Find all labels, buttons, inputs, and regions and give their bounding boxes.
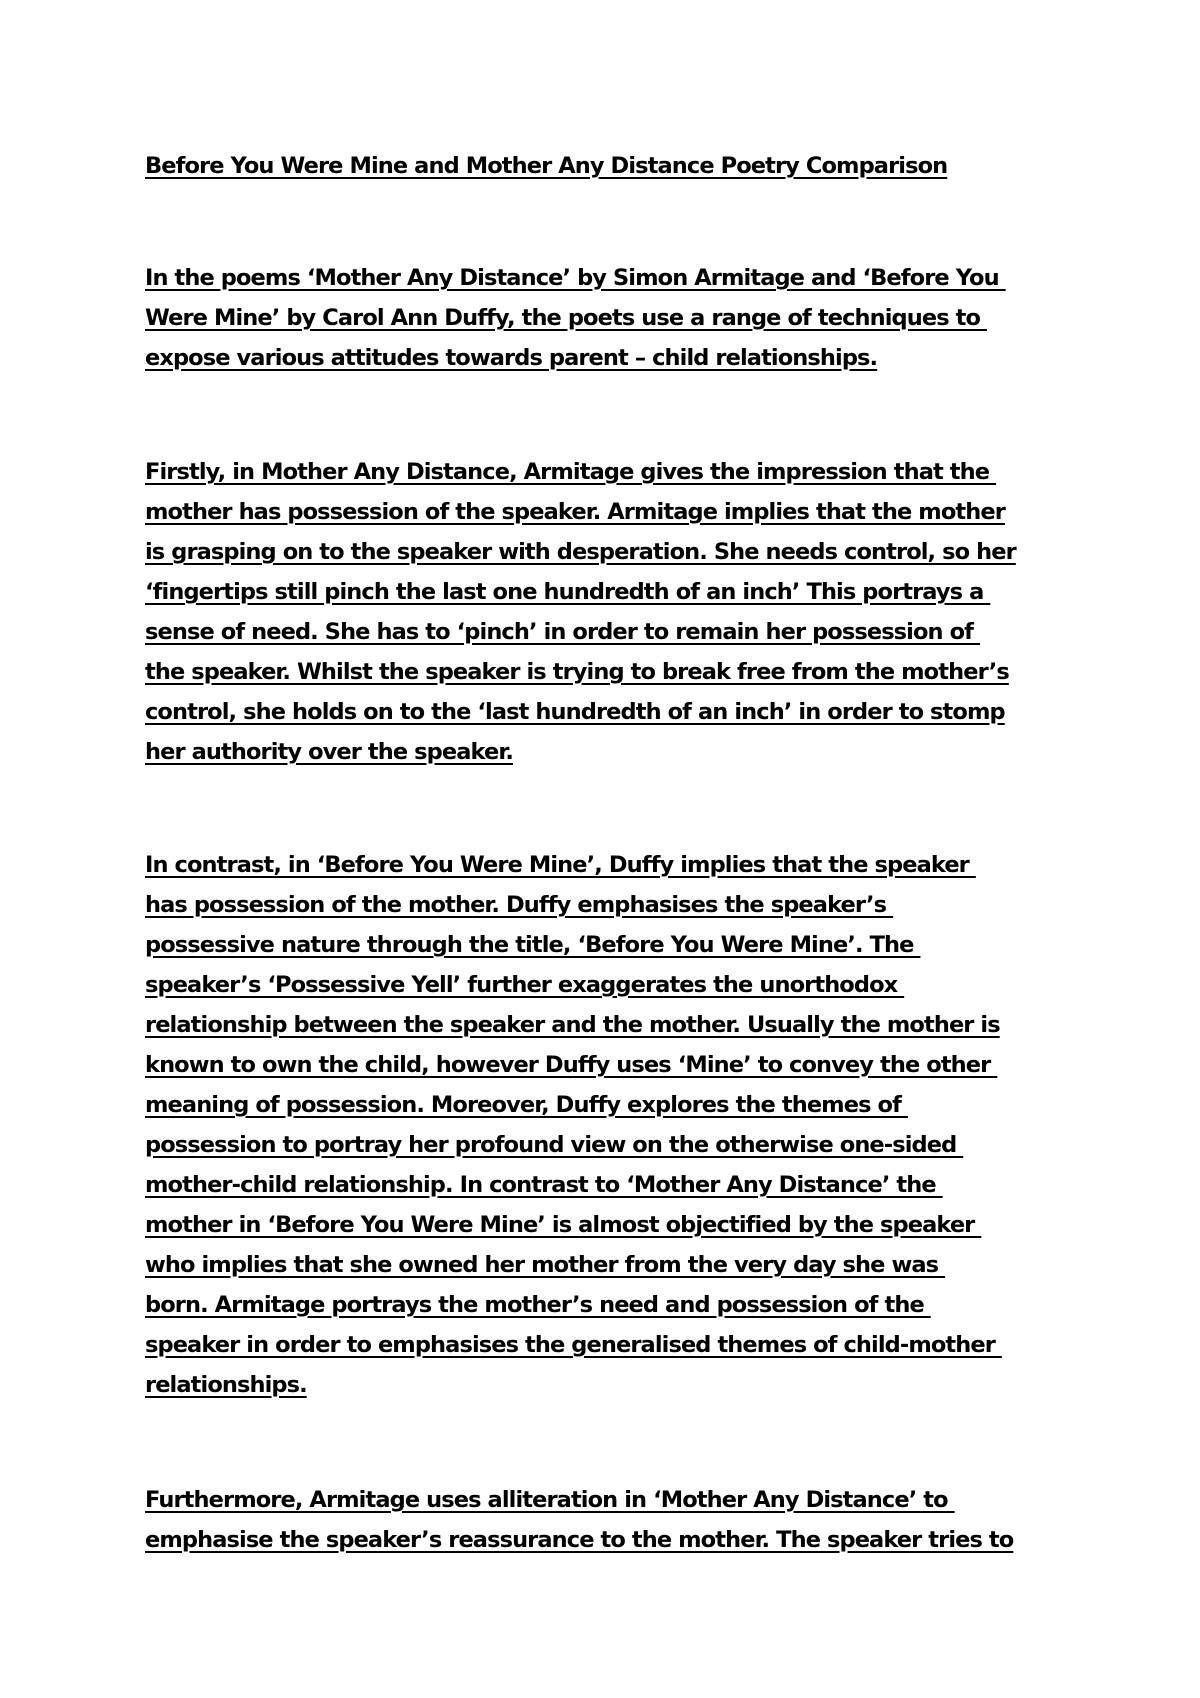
paragraph-4-line-1: Furthermore, Armitage uses alliteration in ‘Mother Any Distance’ to: [145, 1487, 955, 1513]
paragraph-3-line-9: mother-child relationship. In contrast to ‘Mother Any Distance’ the: [145, 1172, 943, 1198]
paragraph-2-line-4: ‘fingertips still pinch the last one hundredth of an inch’ This portrays a: [145, 579, 991, 605]
paragraph-2-line-6: the speaker. Whilst the speaker is trying to break free from the mother’s: [145, 659, 1009, 685]
paragraph-2-line-8: her authority over the speaker.: [145, 739, 513, 765]
paragraph-1-line-3: expose various attitudes towards parent – child relationships.: [145, 345, 878, 371]
paragraph-3-line-8: possession to portray her profound view on the otherwise one-sided: [145, 1132, 964, 1158]
paragraph-1-line-2: Were Mine’ by Carol Ann Duffy, the poets use a range of techniques to: [145, 305, 988, 331]
paragraph-3-line-14: relationships.: [145, 1372, 307, 1398]
paragraph-3-line-3: possessive nature through the title, ‘Before You Were Mine’. The: [145, 932, 921, 958]
paragraph-2-line-1: Firstly, in Mother Any Distance, Armitage gives the impression that the: [145, 459, 997, 485]
paragraph-2-line-7: control, she holds on to the ‘last hundredth of an inch’ in order to stomp: [145, 699, 1005, 725]
paragraph-3-line-2: has possession of the mother. Duffy emphasises the speaker’s: [145, 892, 894, 918]
paragraph-3-line-10: mother in ‘Before You Were Mine’ is almost objectified by the speaker: [145, 1212, 982, 1238]
paragraph-3-line-1: In contrast, in ‘Before You Were Mine’, Duffy implies that the speaker: [145, 852, 976, 878]
paragraph-3-line-4: speaker’s ‘Possessive Yell’ further exaggerates the unorthodox: [145, 972, 905, 998]
paragraph-3-line-5: relationship between the speaker and the mother. Usually the mother is: [145, 1012, 1000, 1038]
paragraph-3-line-11: who implies that she owned her mother from the very day she was: [145, 1252, 946, 1278]
paragraph-2-line-5: sense of need. She has to ‘pinch’ in order to remain her possession of: [145, 619, 980, 645]
paragraph-4-line-2: emphasise the speaker’s reassurance to the mother. The speaker tries to: [145, 1527, 1014, 1553]
paragraph-3-line-13: speaker in order to emphasises the generalised themes of child-mother: [145, 1332, 1002, 1358]
paragraph-2-line-2: mother has possession of the speaker. Armitage implies that the mother: [145, 499, 1005, 525]
paragraph-3-line-7: meaning of possession. Moreover, Duffy explores the themes of: [145, 1092, 908, 1118]
paragraph-3-line-6: known to own the child, however Duffy uses ‘Mine’ to convey the other: [145, 1052, 998, 1078]
paragraph-1-line-1: In the poems ‘Mother Any Distance’ by Simon Armitage and ‘Before You: [145, 265, 1006, 291]
paragraph-3-line-12: born. Armitage portrays the mother’s need and possession of the: [145, 1292, 931, 1318]
document-title: Before You Were Mine and Mother Any Distance Poetry Comparison: [145, 153, 948, 179]
paragraph-2-line-3: is grasping on to the speaker with desperation. She needs control, so her: [145, 539, 1016, 565]
